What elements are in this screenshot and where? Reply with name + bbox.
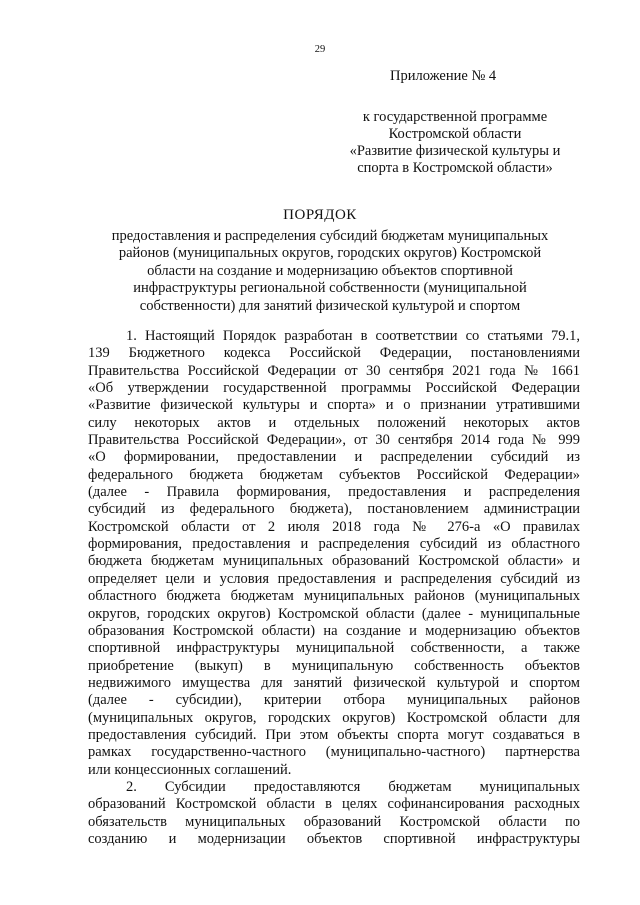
paragraph-2 [88, 779, 580, 848]
text-line: (муниципальных округов, городских округов) Костромской области для [88, 709, 580, 726]
text-line: бюджета бюджетам муниципальных образований Костромской области» и [88, 553, 580, 570]
text-line: приобретение (выкуп) в муниципальную собственность объектов [88, 657, 580, 674]
appendix-ref-line: к государственной программе [362, 109, 548, 125]
text-line: округов, городских округов) Костромской области (далее - муниципальные [88, 605, 580, 622]
appendix-ref-line: спорта в Костромской области» [357, 160, 553, 176]
text-line: «О формировании, предоставлении и распределении субсидий из [88, 449, 580, 466]
subtitle-line: районов (муниципальных округов, городских округов) Костромской [118, 245, 542, 262]
document-subtitle [80, 228, 580, 315]
appendix-ref-line: «Развитие физической культуры и [349, 143, 561, 159]
text-line: образований Костромской области в целях софинансирования расходных [88, 796, 580, 813]
appendix-reference [330, 109, 580, 177]
text-line: (далее - Правила формирования, предоставления и распределения [88, 484, 580, 501]
text-line: 1. Настоящий Порядок разработан в соответствии со статьями 79.1, [126, 328, 580, 344]
subtitle-line: собственности) для занятий физической культурой и спортом [139, 297, 521, 314]
text-line: определяет цели и условия предоставления и распределения субсидий из [88, 570, 580, 587]
text-line: федерального бюджета бюджетам субъектов Российской Федерации» [88, 466, 580, 483]
appendix-ref-line: Костромской области [388, 126, 522, 142]
subtitle-line: инфраструктуры региональной собственности (муниципальной [133, 280, 527, 297]
text-line: «Развитие физической культуры и спорта» и о признании утратившими [88, 397, 580, 414]
text-line: формирования, предоставления и распределения субсидий из областного [88, 536, 580, 553]
text-line: недвижимого имущества для занятий физической культурой и спортом [88, 674, 580, 691]
text-line: силу некоторых актов и отдельных положений некоторых актов [88, 414, 580, 431]
text-line: (далее - субсидии), критерии отбора муниципальных районов [88, 692, 580, 709]
text-line: 139 Бюджетного кодекса Российской Федерации, постановлениями [88, 345, 580, 362]
text-line: Правительства Российской Федерации», от 30 сентября 2014 года № 999 [88, 432, 580, 449]
text-line: Костромской области от 2 июля 2018 года № 276-а «О правилах [88, 518, 580, 535]
paragraph-1 [88, 328, 580, 779]
text-line: обязательств муниципальных образований Костромской области по [88, 813, 580, 830]
text-line: созданию и модернизации объектов спортивной инфраструктуры [88, 830, 580, 847]
subtitle-line: предоставления и распределения субсидий бюджетам муниципальных [111, 228, 549, 244]
appendix-title: Приложение № 4 [390, 68, 497, 84]
text-line: рамках государственно-частного (муниципально-частного) партнерства [88, 744, 580, 761]
text-line: Правительства Российской Федерации от 30 сентября 2021 года № 1661 [88, 362, 580, 379]
text-line: «Об утверждении государственной программы Российской Федерации [88, 380, 580, 397]
document-title: ПОРЯДОК [283, 207, 357, 223]
text-line: областного бюджета бюджетам муниципальных районов (муниципальных [88, 588, 580, 605]
text-line: предоставления субсидий. При этом объекты спорта могут создаваться в [88, 726, 580, 743]
text-line: или концессионных соглашений. [88, 761, 292, 778]
text-line: спортивной инфраструктуры муниципальной собственности, а также [88, 640, 580, 657]
subtitle-line: области на создание и модернизацию объектов спортивной [147, 262, 513, 279]
document-body [88, 328, 580, 848]
text-line: 2. Субсидии предоставляются бюджетам муниципальных [126, 778, 580, 795]
page-number: 29 [314, 44, 326, 55]
text-line: субсидий из федерального бюджета), постановлением администрации [88, 501, 580, 518]
text-line: образования Костромской области) на создание и модернизацию объектов [88, 622, 580, 639]
